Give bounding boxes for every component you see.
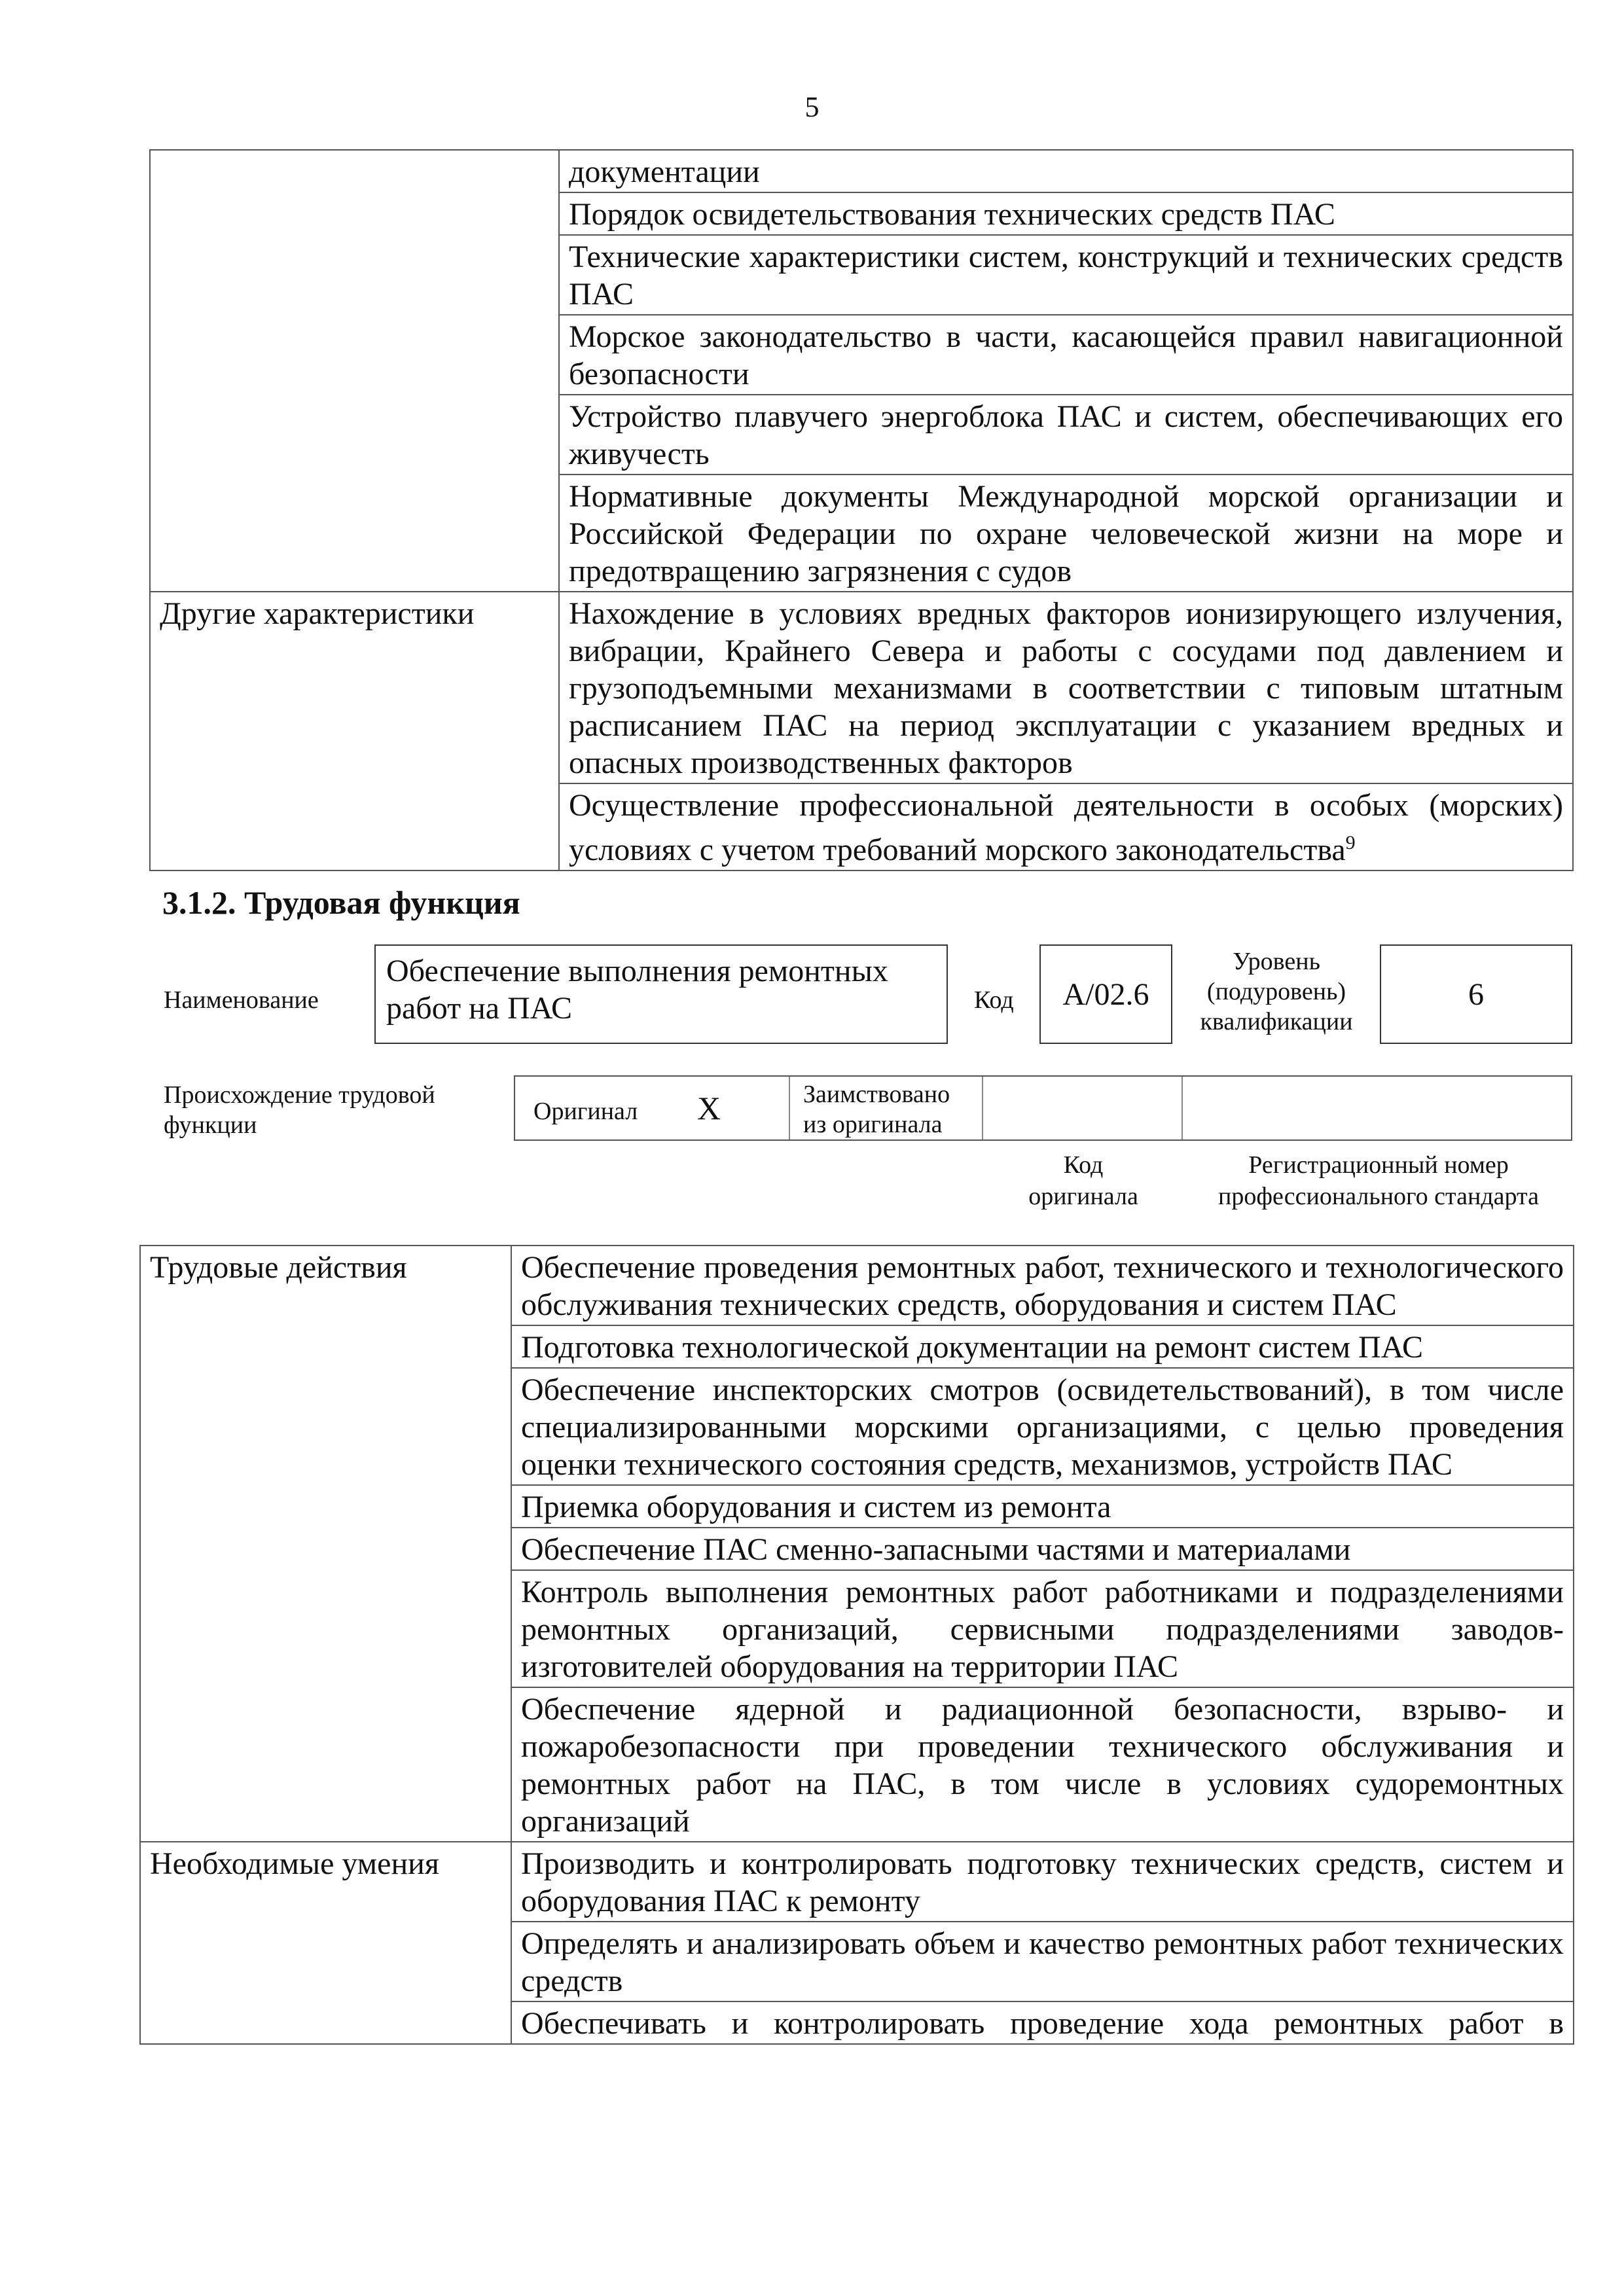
table-cell: Контроль выполнения ремонтных работ работниками и подразделениями ремонтных организаций, сервисными подразделениями заводов-изготовителей оборудования на территории ПАС: [511, 1570, 1574, 1687]
table-cell: Нахождение в условиях вредных факторов ионизирующего излучения, вибрации, Крайнего Севера и работы с сосудами под давлением и грузоподъемными механизмами в соответствии с типовым штатным расписанием ПАС на период эксплуатации с указанием вредных и опасных производственных факторов: [559, 592, 1573, 783]
level-caption: [1182, 946, 1371, 1037]
footnote-mark: 9: [1345, 832, 1356, 853]
code-caption-line: Код: [1063, 1151, 1104, 1179]
table-cell: Подготовка технологической документации на ремонт систем ПАС: [511, 1325, 1574, 1368]
code-caption: [982, 1149, 1185, 1212]
row-label-other-characteristics: Другие характеристики: [150, 592, 559, 870]
origin-row: [514, 1075, 1572, 1141]
origin-label-line: функции: [164, 1111, 257, 1139]
borrowed-label-line: из оригинала: [803, 1111, 943, 1138]
labor-actions-table: [139, 1245, 1574, 2045]
table-row: [150, 592, 1573, 783]
origin-label: [164, 1080, 435, 1140]
borrowed-cell: [790, 1077, 983, 1139]
registration-number-cell: [1183, 1077, 1571, 1139]
level-caption-line: квалификации: [1200, 1008, 1353, 1035]
row-label: [150, 150, 559, 592]
origin-label-line: Происхождение трудовой: [164, 1081, 435, 1109]
page-number: 5: [804, 91, 820, 123]
table-cell: Обеспечение ПАС сменно-запасными частями и материалами: [511, 1528, 1574, 1570]
table-cell: Устройство плавучего энергоблока ПАС и систем, обеспечивающих его живучесть: [559, 395, 1573, 475]
original-label: Оригинал: [533, 1098, 638, 1125]
table-cell: Определять и анализировать объем и качество ремонтных работ технических средств: [511, 1922, 1574, 2001]
original-mark: X: [697, 1090, 721, 1126]
table-cell: Производить и контролировать подготовку технических средств, систем и оборудования ПАС к ремонту: [511, 1842, 1574, 1922]
code-label: Код: [974, 986, 1014, 1014]
row-label-required-skills: Необходимые умения: [140, 1842, 511, 2044]
original-cell: [515, 1077, 790, 1139]
table-row: [150, 150, 1573, 192]
table-cell: Приемка оборудования и систем из ремонта: [511, 1485, 1574, 1528]
table-cell: Обеспечение проведения ремонтных работ, технического и технологического обслуживания технических средств, оборудования и систем ПАС: [511, 1246, 1574, 1325]
table-cell: Морское законодательство в части, касающейся правил навигационной безопасности: [559, 315, 1573, 395]
code-caption-line: оригинала: [1028, 1183, 1138, 1210]
registration-caption-line: профессионального стандарта: [1218, 1183, 1539, 1210]
level-caption-line: (подуровень): [1206, 978, 1346, 1005]
function-name-box: Обеспечение выполнения ремонтных работ на ПАС: [374, 944, 948, 1044]
table-cell: Нормативные документы Международной морской организации и Российской Федерации по охране человеческой жизни на море и предотвращению загрязнения с судов: [559, 475, 1573, 592]
table-cell: Порядок освидетельствования технических средств ПАС: [559, 192, 1573, 235]
knowledge-table: [149, 149, 1574, 871]
registration-caption: [1185, 1149, 1572, 1212]
table-row: [140, 1246, 1574, 1325]
table-cell: [559, 783, 1573, 870]
function-code-box: A/02.6: [1039, 944, 1172, 1044]
cell-text: Осуществление профессиональной деятельности в особых (морских) условиях с учетом требований морского законодательства: [569, 788, 1563, 867]
table-cell: Обеспечивать и контролировать проведение хода ремонтных работ в: [511, 2001, 1574, 2044]
table-cell: Обеспечение инспекторских смотров (освидетельствований), в том числе специализированными морскими организациями, с целью проведения оценки технического состояния средств, механизмов, устройств ПАС: [511, 1368, 1574, 1485]
borrowed-label-line: Заимствовано: [803, 1081, 950, 1108]
level-caption-line: Уровень: [1233, 948, 1320, 975]
name-label: Наименование: [164, 986, 319, 1014]
table-cell: Технические характеристики систем, конструкций и технических средств ПАС: [559, 235, 1573, 315]
registration-caption-line: Регистрационный номер: [1248, 1151, 1509, 1179]
row-label-labor-actions: Трудовые действия: [140, 1246, 511, 1842]
table-cell: документации: [559, 150, 1573, 192]
table-cell: Обеспечение ядерной и радиационной безопасности, взрыво- и пожаробезопасности при проведении технического обслуживания и ремонтных работ на ПАС, в том числе в условиях судоремонтных организаций: [511, 1687, 1574, 1842]
qualification-level-box: 6: [1380, 944, 1572, 1044]
table-row: [140, 1842, 1574, 1922]
section-title: 3.1.2. Трудовая функция: [162, 884, 520, 921]
original-code-cell: [983, 1077, 1183, 1139]
